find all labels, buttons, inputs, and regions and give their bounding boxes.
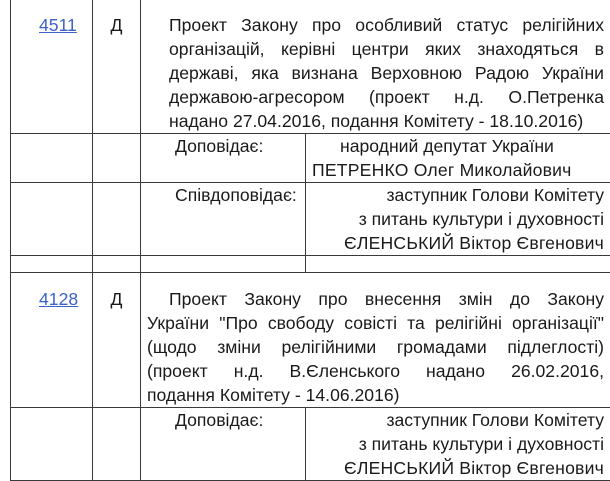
title-line: державою-агресором (проект н.д. О.Петренка	[169, 85, 604, 109]
bill-number-cell	[11, 273, 93, 408]
spacer-row	[11, 256, 610, 273]
title-line: організацій, керівні центри яких знаходяться в	[169, 37, 604, 61]
speaker-row	[11, 183, 610, 256]
bill-title	[141, 0, 610, 134]
title-line: надано 27.04.2016, подання Комітету - 18.10.2016)	[169, 109, 604, 133]
agenda-item-row	[11, 0, 610, 134]
title-line: України "Про свободу совісті та релігійні організації"	[147, 311, 604, 335]
title-line: Проект Закону про внесення змін до Закону	[147, 287, 604, 311]
speaker-role: Доповідає:	[141, 408, 306, 481]
speaker-details	[306, 134, 610, 183]
speaker-position: заступник Голови Комітету	[312, 408, 604, 432]
bill-number-cell	[11, 0, 93, 134]
speaker-position: з питань культури і духовності	[312, 207, 604, 231]
title-line: (щодо зміни релігійними громадами підлеглості)	[147, 335, 604, 359]
title-line: державі, яка визнана Верховною Радою України	[169, 61, 604, 85]
speaker-position: заступник Голови Комітету	[312, 183, 604, 207]
speaker-details	[306, 408, 610, 481]
bill-number-link[interactable]: 4128	[39, 289, 78, 309]
speaker-details	[306, 183, 610, 256]
title-line: (проект н.д. В.Єленського надано 26.02.2016,	[147, 359, 604, 383]
document-kind: Д	[93, 273, 141, 408]
speaker-name: ЄЛЕНСЬКИЙ Віктор Євгенович	[312, 456, 604, 480]
speaker-role: Співдоповідає:	[141, 183, 306, 256]
speaker-row	[11, 408, 610, 481]
document-kind: Д	[93, 0, 141, 134]
speaker-name: ПЕТРЕНКО Олег Миколайович	[312, 158, 604, 182]
speaker-name: ЄЛЕНСЬКИЙ Віктор Євгенович	[312, 231, 604, 255]
speaker-position: народний депутат України	[312, 134, 604, 158]
bill-title	[141, 273, 610, 408]
speaker-role: Доповідає:	[141, 134, 306, 183]
title-line: Проект Закону про особливий статус релігійних	[169, 13, 604, 37]
title-line: подання Комітету - 14.06.2016)	[147, 383, 604, 407]
bill-number-link[interactable]: 4511	[39, 15, 77, 35]
agenda-table	[10, 0, 610, 481]
speaker-position: з питань культури і духовності	[312, 432, 604, 456]
speaker-row	[11, 134, 610, 183]
agenda-item-row	[11, 273, 610, 408]
